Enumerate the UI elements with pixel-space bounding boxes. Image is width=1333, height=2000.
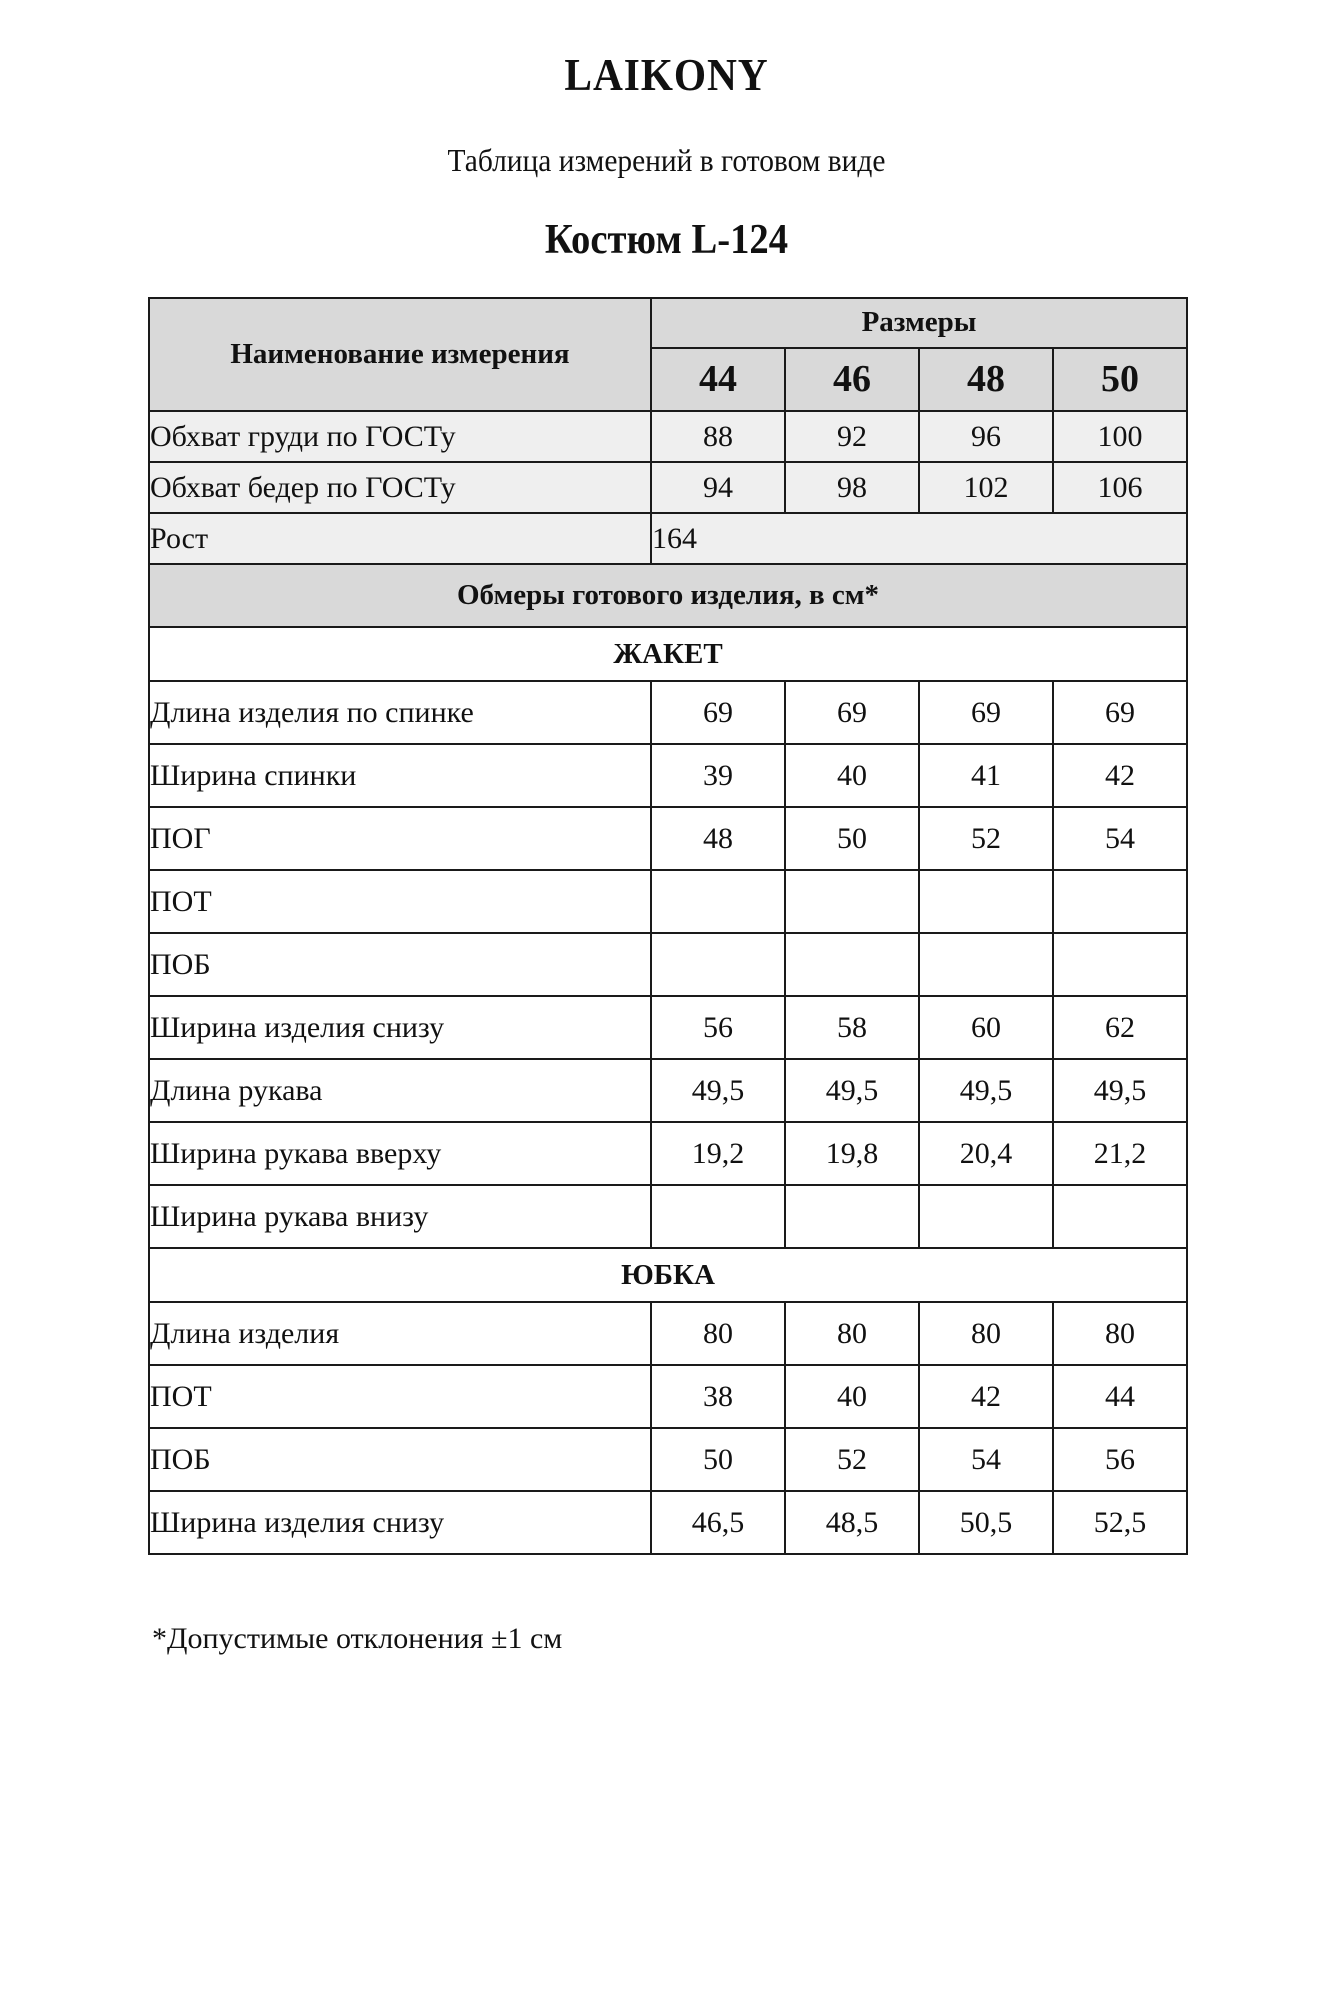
cell-value: 48,5 — [785, 1491, 919, 1554]
size-header-46: 46 — [785, 348, 919, 411]
cell-value: 69 — [785, 681, 919, 744]
cell-value — [1053, 870, 1187, 933]
table-row — [149, 1428, 1187, 1491]
cell-value: 50,5 — [919, 1491, 1053, 1554]
row-label: Ширина рукава вверху — [149, 1122, 651, 1185]
row-label: Длина рукава — [149, 1059, 651, 1122]
cell-value: 21,2 — [1053, 1122, 1187, 1185]
row-label: Ширина изделия снизу — [149, 996, 651, 1059]
jacket-title: ЖАКЕТ — [149, 627, 1187, 681]
brand-title: LAIKONY — [564, 49, 769, 100]
cell-value: 54 — [1053, 807, 1187, 870]
cell-value: 56 — [1053, 1428, 1187, 1491]
cell-value: 41 — [919, 744, 1053, 807]
cell-value: 80 — [785, 1302, 919, 1365]
row-label: ПОТ — [149, 1365, 651, 1428]
cell-value: 39 — [651, 744, 785, 807]
height-value: 164 — [651, 513, 1187, 564]
cell-value: 54 — [919, 1428, 1053, 1491]
document-subtitle: Таблица измерений в готовом виде — [447, 142, 886, 178]
table-row-hips — [149, 462, 1187, 513]
cell-value: 52 — [785, 1428, 919, 1491]
size-table — [148, 297, 1188, 1555]
table-row — [149, 1059, 1187, 1122]
table-row — [149, 1365, 1187, 1428]
cell-value: 56 — [651, 996, 785, 1059]
cell-value: 69 — [919, 681, 1053, 744]
row-label: ПОБ — [149, 933, 651, 996]
row-label: ПОТ — [149, 870, 651, 933]
cell-value: 88 — [651, 411, 785, 462]
cell-value: 40 — [785, 744, 919, 807]
row-label: Ширина изделия снизу — [149, 1491, 651, 1554]
cell-value: 52 — [919, 807, 1053, 870]
cell-value: 80 — [651, 1302, 785, 1365]
cell-value: 94 — [651, 462, 785, 513]
table-row — [149, 933, 1187, 996]
product-title: Костюм L-124 — [544, 217, 789, 263]
cell-value — [919, 1185, 1053, 1248]
sizes-header: Размеры — [651, 298, 1187, 348]
row-label: Ширина рукава внизу — [149, 1185, 651, 1248]
cell-value: 20,4 — [919, 1122, 1053, 1185]
cell-value: 50 — [785, 807, 919, 870]
table-row — [149, 1122, 1187, 1185]
cell-value: 62 — [1053, 996, 1187, 1059]
table-row — [149, 1185, 1187, 1248]
cell-value: 80 — [919, 1302, 1053, 1365]
table-row — [149, 744, 1187, 807]
cell-value — [919, 870, 1053, 933]
table-row — [149, 1491, 1187, 1554]
cell-value: 40 — [785, 1365, 919, 1428]
table-row — [149, 1302, 1187, 1365]
cell-value: 48 — [651, 807, 785, 870]
cell-value: 44 — [1053, 1365, 1187, 1428]
table-row — [149, 681, 1187, 744]
row-label: ПОГ — [149, 807, 651, 870]
cell-value — [651, 933, 785, 996]
cell-value: 52,5 — [1053, 1491, 1187, 1554]
cell-value: 42 — [919, 1365, 1053, 1428]
table-row-chest — [149, 411, 1187, 462]
cell-value — [651, 870, 785, 933]
cell-value: 38 — [651, 1365, 785, 1428]
skirt-title: ЮБКА — [149, 1248, 1187, 1302]
cell-value: 50 — [651, 1428, 785, 1491]
cell-value — [651, 1185, 785, 1248]
cell-value: 102 — [919, 462, 1053, 513]
row-label: Длина изделия по спинке — [149, 681, 651, 744]
row-label: Рост — [149, 513, 651, 564]
skirt-rows — [149, 1302, 1187, 1554]
cell-value — [919, 933, 1053, 996]
jacket-rows — [149, 681, 1187, 1248]
cell-value — [1053, 1185, 1187, 1248]
table-row — [149, 870, 1187, 933]
size-header-44: 44 — [651, 348, 785, 411]
cell-value: 98 — [785, 462, 919, 513]
size-header-50: 50 — [1053, 348, 1187, 411]
cell-value: 96 — [919, 411, 1053, 462]
row-label: Ширина спинки — [149, 744, 651, 807]
cell-value: 58 — [785, 996, 919, 1059]
table-row — [149, 996, 1187, 1059]
table-row-height — [149, 513, 1187, 564]
cell-value — [785, 870, 919, 933]
cell-value: 100 — [1053, 411, 1187, 462]
cell-value: 69 — [1053, 681, 1187, 744]
size-header-48: 48 — [919, 348, 1053, 411]
cell-value: 49,5 — [919, 1059, 1053, 1122]
cell-value: 80 — [1053, 1302, 1187, 1365]
tolerance-footnote: *Допустимые отклонения ±1 см — [152, 1622, 563, 1655]
measurement-name-header: Наименование измерения — [149, 298, 651, 411]
skirt-title-row — [149, 1248, 1187, 1302]
row-label: Длина изделия — [149, 1302, 651, 1365]
cell-value: 49,5 — [785, 1059, 919, 1122]
cell-value: 60 — [919, 996, 1053, 1059]
cell-value — [785, 1185, 919, 1248]
section-row — [149, 564, 1187, 627]
cell-value: 92 — [785, 411, 919, 462]
cell-value: 46,5 — [651, 1491, 785, 1554]
cell-value: 49,5 — [651, 1059, 785, 1122]
cell-value: 19,8 — [785, 1122, 919, 1185]
cell-value: 49,5 — [1053, 1059, 1187, 1122]
cell-value: 19,2 — [651, 1122, 785, 1185]
cell-value — [785, 933, 919, 996]
row-label: ПОБ — [149, 1428, 651, 1491]
cell-value — [1053, 933, 1187, 996]
row-label: Обхват груди по ГОСТу — [149, 411, 651, 462]
section-title: Обмеры готового изделия, в см* — [149, 564, 1187, 627]
cell-value: 69 — [651, 681, 785, 744]
cell-value: 106 — [1053, 462, 1187, 513]
cell-value: 42 — [1053, 744, 1187, 807]
row-label: Обхват бедер по ГОСТу — [149, 462, 651, 513]
jacket-title-row — [149, 627, 1187, 681]
table-row — [149, 807, 1187, 870]
